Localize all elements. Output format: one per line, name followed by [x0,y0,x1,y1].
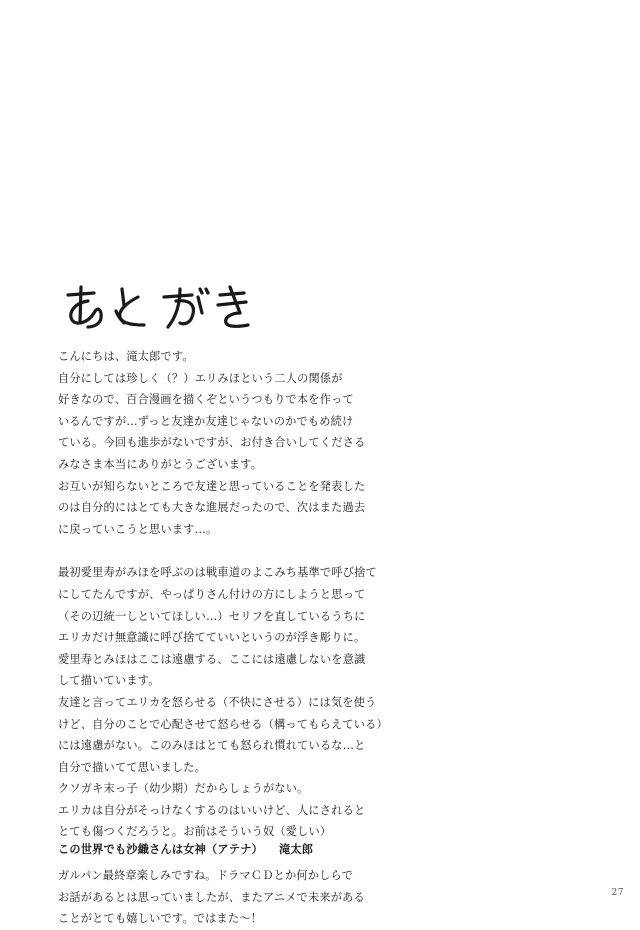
afterword-heading-lettering [64,283,264,333]
text-line: クソガキ末っ子（幼少期）だからしょうがない。 [58,782,309,796]
signature [58,842,313,858]
text-line: とても傷つくだろうと。お前はそういう奴（愛しい） [58,825,332,839]
text-line: には遠慮がない。このみほはとても怒られ慣れているな…と [58,739,366,753]
text-line: お話があるとは思っていましたが、またアニメで未来がある [58,890,365,904]
text-line: 自分にしては珍しく（？）エリみほという二人の関係が [58,371,343,385]
text-line: ことがとても嬉しいです。ではまた〜！ [58,912,263,926]
text-line: けど、自分のことで心配させて怒らせる（構ってもらえている） [58,717,388,731]
text-line: こんにちは、滝太郎です。 [58,350,194,363]
paragraph-closing [58,865,598,930]
text-line: ている。今回も進歩がないですが、お付き合いしてくださる [58,436,366,450]
text-line: みなさま本当にありがとうございます。 [58,457,263,471]
text-line: （その辺統一しといてほしい…）セリフを直しているうちに [58,609,366,623]
text-line: 愛里寿とみほはここは遠慮する、ここには遠慮しないを意識 [58,652,366,666]
paragraph-characters [58,562,598,843]
page-number: 27 [611,888,624,898]
text-line: お互いが知らないところで友達と思っていることを発表した [58,479,366,493]
text-line: に戻っていこうと思います…。 [58,522,218,536]
text-line: のは自分的にはとても大きな進展だったので、次はまた過去 [58,501,366,515]
signature-title: この世界でも沙織さんは女神（アテナ） [58,843,263,856]
text-line: エリカは自分がそっけなくするのはいいけど、人にされると [58,803,366,817]
text-line: いるんですが…ずっと友達か友達じゃないのかでもめ続け [58,414,354,428]
text-line: して描いています。 [58,674,160,688]
text-line: 友達と言ってエリカを怒らせる（不快にさせる）には気を使う [58,695,377,709]
signature-author: 滝太郎 [278,843,314,856]
text-line: 好きなので、百合漫画を描くぞというつもりで本を作って [58,393,354,407]
text-line: にしてたんですが、やっぱりさん付けの方にしようと思って [58,587,366,601]
text-line: ガルパン最終章楽しみですね。ドラマＣＤとか何かしらで [58,869,354,883]
text-line: エリカだけ無意識に呼び捨てていいというのが浮き彫りに。 [58,631,366,645]
afterword-heading [64,283,264,333]
text-line: 自分で描いてて思いました。 [58,760,207,774]
paragraph-greeting [58,346,598,540]
text-line: 最初愛里寿がみほを呼ぶのは戦車道のよこみち基準で呼び捨て [58,566,377,580]
